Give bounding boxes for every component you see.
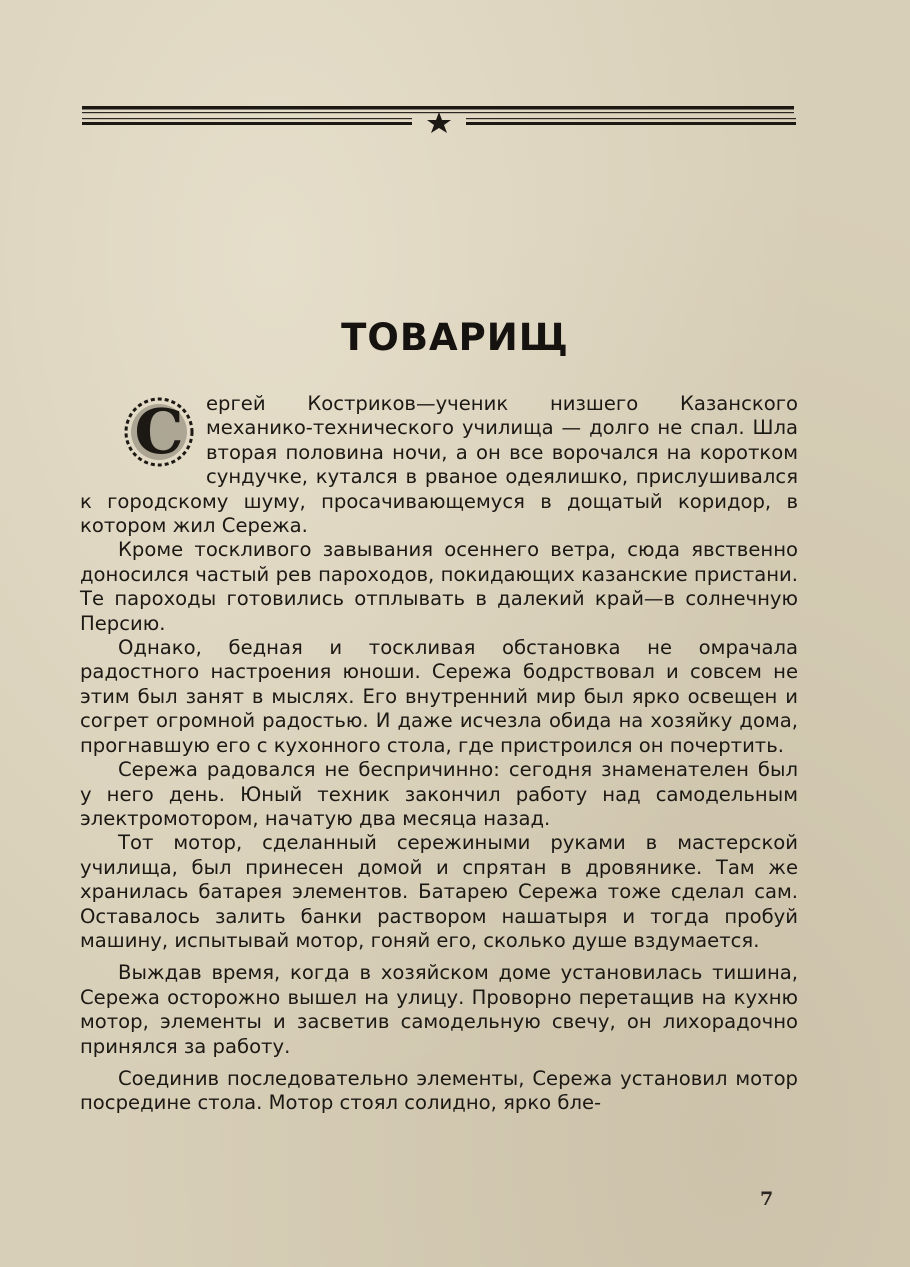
paragraph: Сережа радовался не беспричинно: сегодня знаменателен был у него день. Юный техник закончил работу над самодельным электромотором, начатую два месяца назад. — [80, 758, 798, 830]
header-ornament — [80, 100, 798, 140]
drop-cap — [118, 392, 200, 472]
page-number: 7 — [760, 1188, 774, 1210]
star-icon — [427, 112, 451, 133]
paragraph: Выждав время, когда в хозяйском доме установилась тишина, Сережа осторожно вышел на улицу. Проворно перетащив на кухню мотор, элементы и засветив самодельную свечу, он лихорадочно принялся за работу. — [80, 961, 798, 1058]
body-text — [80, 392, 798, 1116]
paragraph: Соединив последовательно элементы, Сережа установил мотор посредине стола. Мотор стоял солидно, ярко бле- — [80, 1066, 798, 1115]
svg-text:С: С — [134, 395, 184, 468]
chapter-title: ТОВАРИЩ — [341, 316, 569, 359]
paragraph: Кроме тоскливого завывания осеннего ветра, сюда явственно доносился частый рев пароходов, покидающих казанские пристани. Те пароходы готовились отплывать в далекий край—в солнечную Персию. — [80, 538, 798, 635]
paragraph: Однако, бедная и тоскливая обстановка не омрачала радостного настроения юноши. Сережа бодрствовал и совсем не этим был занят в мыслях. Его внутренний мир был ярко освещен и согрет огромной радостью. И даже исчезла обида на хозяйку дома, прогнавшую его с кухонного стола, где пристроился он почертить. — [80, 636, 798, 757]
paragraph: Тот мотор, сделанный сережиными руками в мастерской училища, был принесен домой и спрятан в дровянике. Там же хранилась батарея элементов. Батарею Сережа тоже сделал сам. Оставалось залить банки раствором нашатыря и тогда пробуй машину, испытывай мотор, гоняй его, сколько душе вздумается. — [80, 831, 798, 952]
paragraph: ергей Костриков—ученик низшего Казанского механико-технического училища — долго не спал. Шла вторая половина ночи, а он все ворочался на коротком сундучке, кутался в рваное одеялишко, прислушивался к городскому шуму, просачивающемуся в дощатый коридор, в котором жил Сережа. — [80, 392, 798, 538]
